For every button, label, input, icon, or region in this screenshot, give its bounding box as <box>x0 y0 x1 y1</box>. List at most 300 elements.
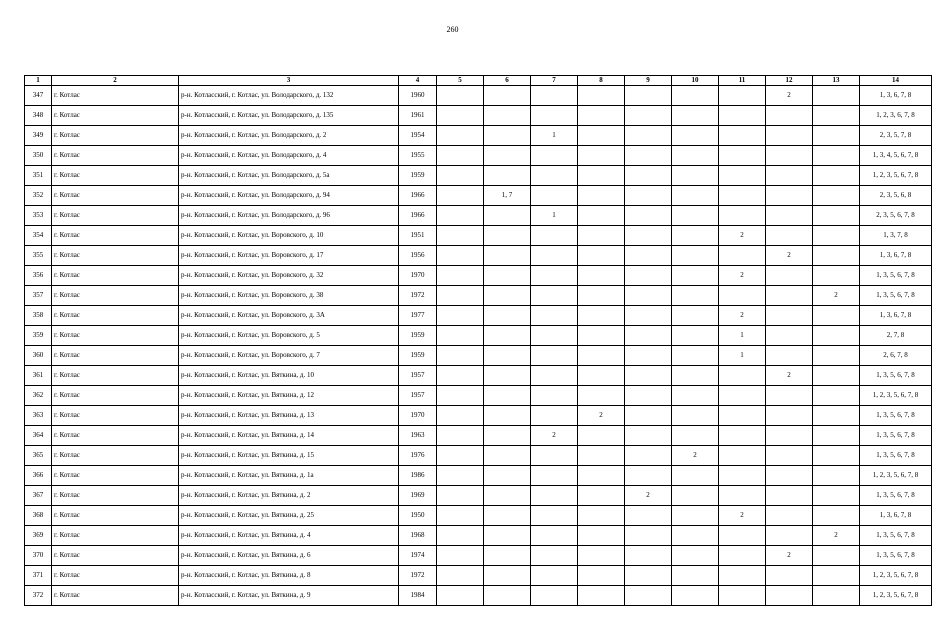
address-cell: р-н. Котласский, г. Котлас, ул. Володарского, д. 94 <box>179 186 399 206</box>
codes-cell: 1, 3, 5, 6, 7, 8 <box>860 546 932 566</box>
col13-cell <box>813 486 860 506</box>
col10-cell <box>672 406 719 426</box>
year-cell: 1959 <box>399 346 437 366</box>
col6-cell <box>484 306 531 326</box>
city-cell: г. Котлас <box>52 86 179 106</box>
col13-cell <box>813 106 860 126</box>
year-cell: 1984 <box>399 586 437 606</box>
col11-cell: 2 <box>719 506 766 526</box>
row-number-cell: 351 <box>25 166 52 186</box>
col7-cell <box>531 346 578 366</box>
col6-cell <box>484 386 531 406</box>
row-number-cell: 366 <box>25 466 52 486</box>
col13-cell <box>813 326 860 346</box>
col9-cell <box>625 386 672 406</box>
city-cell: г. Котлас <box>52 466 179 486</box>
col8-cell <box>578 346 625 366</box>
city-cell: г. Котлас <box>52 266 179 286</box>
col5-cell <box>437 546 484 566</box>
city-cell: г. Котлас <box>52 226 179 246</box>
col11-cell <box>719 286 766 306</box>
table-row <box>25 366 932 386</box>
col12-cell <box>766 386 813 406</box>
col6-cell <box>484 466 531 486</box>
col13-cell <box>813 306 860 326</box>
row-number-cell: 372 <box>25 586 52 606</box>
col11-cell <box>719 386 766 406</box>
year-cell: 1960 <box>399 86 437 106</box>
year-cell: 1966 <box>399 206 437 226</box>
row-number-cell: 349 <box>25 126 52 146</box>
col12-cell <box>766 526 813 546</box>
year-cell: 1969 <box>399 486 437 506</box>
year-cell: 1956 <box>399 246 437 266</box>
table-row <box>25 326 932 346</box>
codes-cell: 1, 2, 3, 5, 6, 7, 8 <box>860 586 932 606</box>
col8-cell <box>578 206 625 226</box>
col11-cell: 1 <box>719 346 766 366</box>
codes-cell: 2, 7, 8 <box>860 326 932 346</box>
year-cell: 1951 <box>399 226 437 246</box>
col12-cell <box>766 446 813 466</box>
col10-cell <box>672 266 719 286</box>
codes-cell: 1, 3, 7, 8 <box>860 226 932 246</box>
col10-cell <box>672 486 719 506</box>
col11-cell <box>719 246 766 266</box>
register-table <box>24 75 932 606</box>
codes-cell: 1, 3, 5, 6, 7, 8 <box>860 526 932 546</box>
col5-cell <box>437 386 484 406</box>
table-body <box>25 86 932 606</box>
address-cell: р-н. Котласский, г. Котлас, ул. Володарского, д. 96 <box>179 206 399 226</box>
col6-cell <box>484 406 531 426</box>
row-number-cell: 348 <box>25 106 52 126</box>
col13-cell <box>813 266 860 286</box>
col10-cell <box>672 586 719 606</box>
city-cell: г. Котлас <box>52 426 179 446</box>
codes-cell: 1, 3, 5, 6, 7, 8 <box>860 426 932 446</box>
city-cell: г. Котлас <box>52 366 179 386</box>
year-cell: 1968 <box>399 526 437 546</box>
column-header-13: 13 <box>813 76 860 86</box>
col10-cell <box>672 126 719 146</box>
row-number-cell: 359 <box>25 326 52 346</box>
year-cell: 1986 <box>399 466 437 486</box>
col11-cell: 2 <box>719 306 766 326</box>
city-cell: г. Котлас <box>52 166 179 186</box>
col6-cell <box>484 586 531 606</box>
city-cell: г. Котлас <box>52 106 179 126</box>
row-number-cell: 360 <box>25 346 52 366</box>
col10-cell <box>672 326 719 346</box>
col8-cell <box>578 306 625 326</box>
col12-cell <box>766 146 813 166</box>
col9-cell <box>625 86 672 106</box>
column-header-4: 4 <box>399 76 437 86</box>
col8-cell <box>578 166 625 186</box>
address-cell: р-н. Котласский, г. Котлас, ул. Воровского, д. 32 <box>179 266 399 286</box>
address-cell: р-н. Котласский, г. Котлас, ул. Воровского, д. 17 <box>179 246 399 266</box>
col6-cell <box>484 226 531 246</box>
col7-cell: 1 <box>531 206 578 226</box>
col8-cell <box>578 426 625 446</box>
table-row <box>25 506 932 526</box>
col13-cell <box>813 466 860 486</box>
row-number-cell: 361 <box>25 366 52 386</box>
col5-cell <box>437 106 484 126</box>
col6-cell <box>484 126 531 146</box>
col6-cell <box>484 486 531 506</box>
table-row <box>25 106 932 126</box>
col13-cell: 2 <box>813 526 860 546</box>
col5-cell <box>437 146 484 166</box>
col12-cell <box>766 326 813 346</box>
col9-cell <box>625 446 672 466</box>
city-cell: г. Котлас <box>52 306 179 326</box>
table-row <box>25 286 932 306</box>
column-header-2: 2 <box>52 76 179 86</box>
col9-cell <box>625 146 672 166</box>
col11-cell <box>719 586 766 606</box>
address-cell: р-н. Котласский, г. Котлас, ул. Володарского, д. 135 <box>179 106 399 126</box>
table-row <box>25 266 932 286</box>
address-cell: р-н. Котласский, г. Котлас, ул. Володарского, д. 5а <box>179 166 399 186</box>
year-cell: 1972 <box>399 286 437 306</box>
city-cell: г. Котлас <box>52 406 179 426</box>
col8-cell <box>578 466 625 486</box>
codes-cell: 1, 2, 3, 6, 7, 8 <box>860 106 932 126</box>
col10-cell <box>672 226 719 246</box>
codes-cell: 2, 3, 5, 7, 8 <box>860 126 932 146</box>
city-cell: г. Котлас <box>52 506 179 526</box>
col12-cell: 2 <box>766 246 813 266</box>
col12-cell <box>766 506 813 526</box>
column-header-1: 1 <box>25 76 52 86</box>
year-cell: 1959 <box>399 166 437 186</box>
col5-cell <box>437 426 484 446</box>
col9-cell <box>625 306 672 326</box>
col10-cell <box>672 106 719 126</box>
col5-cell <box>437 226 484 246</box>
col9-cell <box>625 526 672 546</box>
year-cell: 1972 <box>399 566 437 586</box>
codes-cell: 1, 3, 5, 6, 7, 8 <box>860 266 932 286</box>
col10-cell <box>672 346 719 366</box>
col12-cell <box>766 586 813 606</box>
city-cell: г. Котлас <box>52 586 179 606</box>
col7-cell <box>531 306 578 326</box>
table-row <box>25 486 932 506</box>
col9-cell <box>625 406 672 426</box>
col8-cell <box>578 266 625 286</box>
col10-cell <box>672 186 719 206</box>
table-row <box>25 186 932 206</box>
col13-cell <box>813 246 860 266</box>
col13-cell <box>813 406 860 426</box>
col13-cell <box>813 586 860 606</box>
col10-cell <box>672 386 719 406</box>
address-cell: р-н. Котласский, г. Котлас, ул. Вяткина, д. 2 <box>179 486 399 506</box>
col10-cell <box>672 146 719 166</box>
col8-cell <box>578 506 625 526</box>
col6-cell <box>484 326 531 346</box>
col8-cell <box>578 446 625 466</box>
address-cell: р-н. Котласский, г. Котлас, ул. Воровского, д. 3А <box>179 306 399 326</box>
col7-cell <box>531 86 578 106</box>
col12-cell <box>766 466 813 486</box>
col6-cell <box>484 166 531 186</box>
col5-cell <box>437 126 484 146</box>
row-number-cell: 356 <box>25 266 52 286</box>
codes-cell: 1, 3, 6, 7, 8 <box>860 306 932 326</box>
col9-cell <box>625 586 672 606</box>
col11-cell <box>719 486 766 506</box>
column-header-10: 10 <box>672 76 719 86</box>
codes-cell: 1, 3, 6, 7, 8 <box>860 246 932 266</box>
year-cell: 1966 <box>399 186 437 206</box>
table-row <box>25 206 932 226</box>
col13-cell <box>813 426 860 446</box>
col5-cell <box>437 306 484 326</box>
col11-cell <box>719 466 766 486</box>
col5-cell <box>437 86 484 106</box>
col10-cell <box>672 286 719 306</box>
col8-cell <box>578 586 625 606</box>
col12-cell: 2 <box>766 546 813 566</box>
codes-cell: 1, 3, 5, 6, 7, 8 <box>860 446 932 466</box>
col8-cell <box>578 186 625 206</box>
city-cell: г. Котлас <box>52 126 179 146</box>
col10-cell <box>672 306 719 326</box>
codes-cell: 1, 3, 5, 6, 7, 8 <box>860 286 932 306</box>
col10-cell <box>672 206 719 226</box>
city-cell: г. Котлас <box>52 486 179 506</box>
col7-cell <box>531 386 578 406</box>
year-cell: 1950 <box>399 506 437 526</box>
codes-cell: 1, 2, 3, 5, 6, 7, 8 <box>860 566 932 586</box>
col9-cell <box>625 426 672 446</box>
col7-cell <box>531 486 578 506</box>
codes-cell: 2, 3, 5, 6, 7, 8 <box>860 206 932 226</box>
col10-cell <box>672 466 719 486</box>
city-cell: г. Котлас <box>52 146 179 166</box>
col12-cell <box>766 486 813 506</box>
address-cell: р-н. Котласский, г. Котлас, ул. Вяткина, д. 10 <box>179 366 399 386</box>
column-header-3: 3 <box>179 76 399 86</box>
col5-cell <box>437 466 484 486</box>
year-cell: 1974 <box>399 546 437 566</box>
col13-cell <box>813 166 860 186</box>
col7-cell <box>531 266 578 286</box>
col9-cell: 2 <box>625 486 672 506</box>
codes-cell: 2, 3, 5, 6, 8 <box>860 186 932 206</box>
col12-cell <box>766 286 813 306</box>
col7-cell <box>531 186 578 206</box>
col8-cell <box>578 526 625 546</box>
row-number-cell: 362 <box>25 386 52 406</box>
address-cell: р-н. Котласский, г. Котлас, ул. Володарского, д. 2 <box>179 126 399 146</box>
col10-cell <box>672 366 719 386</box>
col12-cell <box>766 346 813 366</box>
year-cell: 1954 <box>399 126 437 146</box>
year-cell: 1961 <box>399 106 437 126</box>
column-header-8: 8 <box>578 76 625 86</box>
col12-cell <box>766 266 813 286</box>
table-row <box>25 446 932 466</box>
col9-cell <box>625 206 672 226</box>
year-cell: 1970 <box>399 266 437 286</box>
col5-cell <box>437 586 484 606</box>
col6-cell <box>484 526 531 546</box>
address-cell: р-н. Котласский, г. Котлас, ул. Володарского, д. 4 <box>179 146 399 166</box>
table-row <box>25 566 932 586</box>
col7-cell <box>531 226 578 246</box>
col11-cell <box>719 86 766 106</box>
col8-cell <box>578 86 625 106</box>
row-number-cell: 364 <box>25 426 52 446</box>
col13-cell <box>813 446 860 466</box>
col6-cell: 1, 7 <box>484 186 531 206</box>
codes-cell: 1, 3, 4, 5, 6, 7, 8 <box>860 146 932 166</box>
col9-cell <box>625 346 672 366</box>
address-cell: р-н. Котласский, г. Котлас, ул. Вяткина, д. 1а <box>179 466 399 486</box>
city-cell: г. Котлас <box>52 286 179 306</box>
table-row <box>25 86 932 106</box>
col7-cell: 2 <box>531 426 578 446</box>
city-cell: г. Котлас <box>52 386 179 406</box>
col7-cell <box>531 586 578 606</box>
row-number-cell: 370 <box>25 546 52 566</box>
address-cell: р-н. Котласский, г. Котлас, ул. Вяткина, д. 13 <box>179 406 399 426</box>
col7-cell <box>531 326 578 346</box>
col7-cell: 1 <box>531 126 578 146</box>
col8-cell <box>578 546 625 566</box>
col13-cell <box>813 346 860 366</box>
col7-cell <box>531 146 578 166</box>
col6-cell <box>484 506 531 526</box>
col6-cell <box>484 446 531 466</box>
page-number: 260 <box>446 25 459 34</box>
col11-cell <box>719 146 766 166</box>
col7-cell <box>531 506 578 526</box>
codes-cell: 1, 2, 3, 5, 6, 7, 8 <box>860 466 932 486</box>
col12-cell <box>766 406 813 426</box>
table-row <box>25 546 932 566</box>
row-number-cell: 365 <box>25 446 52 466</box>
col11-cell: 2 <box>719 266 766 286</box>
row-number-cell: 355 <box>25 246 52 266</box>
col10-cell <box>672 426 719 446</box>
row-number-cell: 347 <box>25 86 52 106</box>
col13-cell <box>813 386 860 406</box>
codes-cell: 1, 3, 6, 7, 8 <box>860 506 932 526</box>
col11-cell <box>719 546 766 566</box>
city-cell: г. Котлас <box>52 246 179 266</box>
codes-cell: 1, 3, 6, 7, 8 <box>860 86 932 106</box>
city-cell: г. Котлас <box>52 346 179 366</box>
col6-cell <box>484 206 531 226</box>
col8-cell <box>578 246 625 266</box>
col12-cell <box>766 226 813 246</box>
col5-cell <box>437 246 484 266</box>
col12-cell <box>766 566 813 586</box>
year-cell: 1976 <box>399 446 437 466</box>
address-cell: р-н. Котласский, г. Котлас, ул. Вяткина, д. 12 <box>179 386 399 406</box>
col6-cell <box>484 286 531 306</box>
row-number-cell: 354 <box>25 226 52 246</box>
col13-cell <box>813 226 860 246</box>
col6-cell <box>484 146 531 166</box>
table-row <box>25 586 932 606</box>
col11-cell <box>719 186 766 206</box>
col11-cell <box>719 426 766 446</box>
col9-cell <box>625 266 672 286</box>
col7-cell <box>531 406 578 426</box>
codes-cell: 1, 3, 5, 6, 7, 8 <box>860 486 932 506</box>
col9-cell <box>625 326 672 346</box>
address-cell: р-н. Котласский, г. Котлас, ул. Вяткина, д. 6 <box>179 546 399 566</box>
col11-cell <box>719 166 766 186</box>
col5-cell <box>437 286 484 306</box>
col5-cell <box>437 346 484 366</box>
row-number-cell: 363 <box>25 406 52 426</box>
table-row <box>25 346 932 366</box>
col13-cell <box>813 506 860 526</box>
col10-cell <box>672 506 719 526</box>
address-cell: р-н. Котласский, г. Котлас, ул. Вяткина, д. 9 <box>179 586 399 606</box>
row-number-cell: 358 <box>25 306 52 326</box>
col12-cell <box>766 306 813 326</box>
col5-cell <box>437 566 484 586</box>
col5-cell <box>437 506 484 526</box>
col9-cell <box>625 566 672 586</box>
col8-cell <box>578 126 625 146</box>
col12-cell <box>766 166 813 186</box>
col8-cell: 2 <box>578 406 625 426</box>
codes-cell: 1, 3, 5, 6, 7, 8 <box>860 366 932 386</box>
city-cell: г. Котлас <box>52 566 179 586</box>
address-cell: р-н. Котласский, г. Котлас, ул. Воровского, д. 5 <box>179 326 399 346</box>
col7-cell <box>531 566 578 586</box>
col6-cell <box>484 86 531 106</box>
address-cell: р-н. Котласский, г. Котлас, ул. Вяткина, д. 14 <box>179 426 399 446</box>
col11-cell <box>719 406 766 426</box>
col6-cell <box>484 426 531 446</box>
col7-cell <box>531 466 578 486</box>
year-cell: 1957 <box>399 366 437 386</box>
column-header-5: 5 <box>437 76 484 86</box>
table-row <box>25 126 932 146</box>
col9-cell <box>625 126 672 146</box>
col12-cell <box>766 126 813 146</box>
col5-cell <box>437 186 484 206</box>
col12-cell: 2 <box>766 86 813 106</box>
col13-cell <box>813 186 860 206</box>
col12-cell <box>766 206 813 226</box>
col9-cell <box>625 286 672 306</box>
year-cell: 1955 <box>399 146 437 166</box>
col11-cell <box>719 126 766 146</box>
table-row <box>25 426 932 446</box>
col5-cell <box>437 486 484 506</box>
col8-cell <box>578 286 625 306</box>
table-row <box>25 226 932 246</box>
col10-cell <box>672 566 719 586</box>
address-cell: р-н. Котласский, г. Котлас, ул. Воровского, д. 38 <box>179 286 399 306</box>
col11-cell: 1 <box>719 326 766 346</box>
col10-cell: 2 <box>672 446 719 466</box>
col9-cell <box>625 226 672 246</box>
